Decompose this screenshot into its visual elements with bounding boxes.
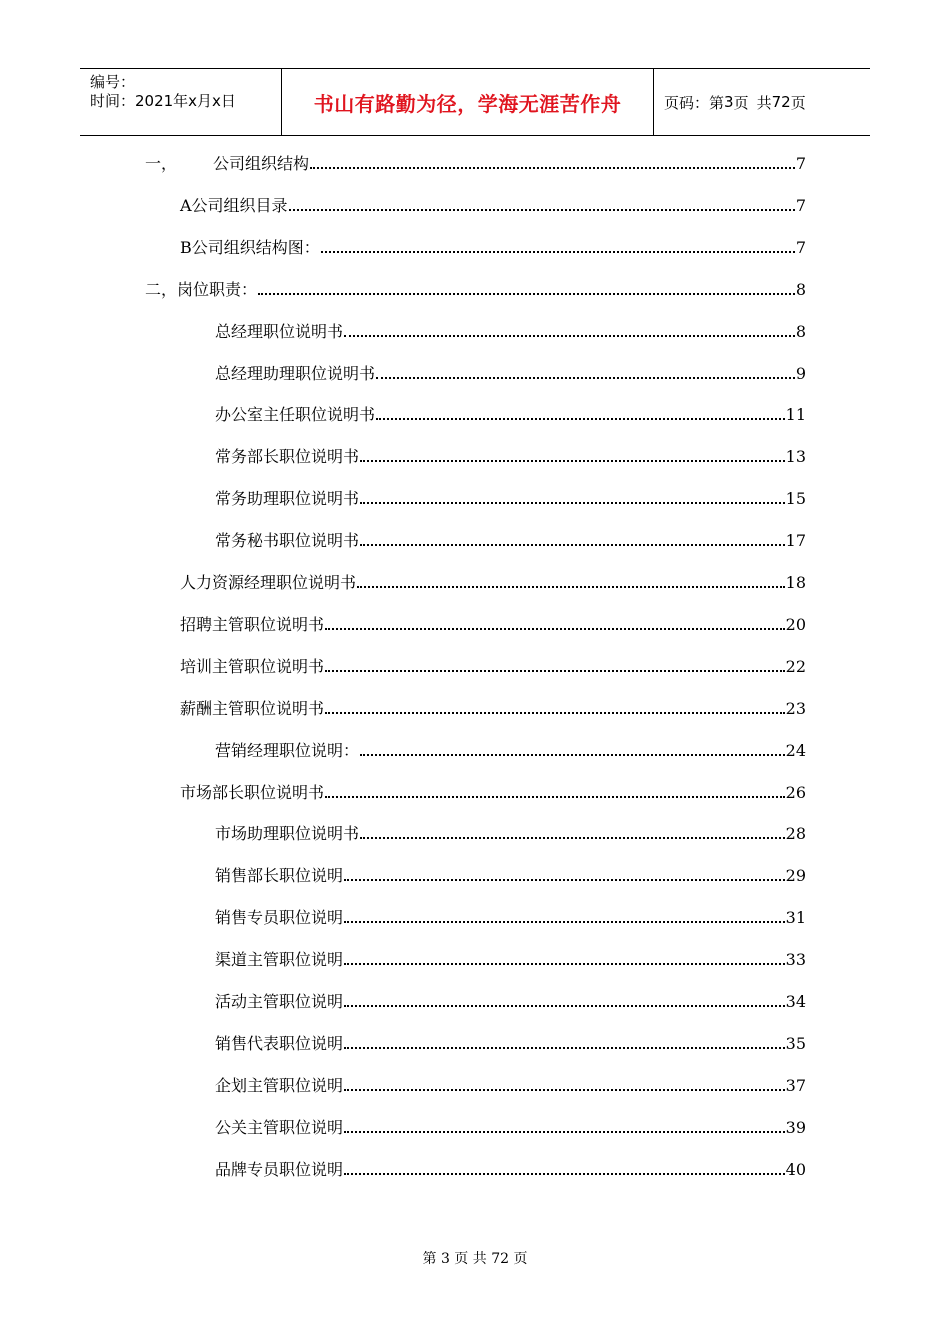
toc-dot-leader (321, 251, 795, 253)
toc-dot-leader (344, 1173, 785, 1175)
toc-dot-leader (360, 544, 785, 546)
toc-entry-title: 营销经理职位说明： (215, 740, 360, 760)
toc-entry-page: 35 (785, 1033, 806, 1053)
toc-entry-page: 39 (785, 1117, 806, 1137)
toc-entry-title: 市场助理职位说明书 (215, 824, 360, 844)
toc-entry-title: 薪酬主管职位说明书 (180, 698, 325, 718)
toc-entry-page: 7 (795, 154, 806, 173)
toc-entry-page: 34 (785, 992, 806, 1011)
toc-entry[interactable] (215, 527, 806, 551)
toc-entry[interactable] (215, 1156, 806, 1180)
toc-entry[interactable] (180, 569, 806, 593)
page-header (80, 68, 870, 136)
toc-entry-title: 常务秘书职位说明书 (215, 531, 360, 551)
toc-entry-label (215, 364, 375, 384)
toc-entry[interactable] (215, 1030, 806, 1054)
toc-entry-page: 18 (785, 573, 806, 592)
toc-entry-page: 28 (785, 824, 806, 844)
toc-entry-label (215, 447, 359, 467)
toc-entry[interactable] (180, 779, 806, 803)
toc-dot-leader (325, 628, 785, 630)
toc-entry-page: 13 (785, 447, 806, 467)
toc-entry-title: 市场部长职位说明书 (180, 782, 325, 802)
toc-entry[interactable] (215, 904, 806, 928)
page-mid: 页 (733, 93, 749, 112)
toc-entry-title: 总经理助理职位说明书 (215, 363, 376, 383)
toc-entry-label (215, 908, 343, 928)
toc-entry-page: 24 (785, 740, 806, 760)
toc-entry-label (215, 866, 343, 886)
toc-entry-title: 企划主管职位说明 (215, 1075, 344, 1095)
toc-dot-leader (357, 586, 785, 588)
toc-entry-label (215, 1076, 343, 1096)
toc-entry-page: 33 (785, 950, 806, 970)
toc-entry-label (215, 1160, 343, 1180)
toc-dot-leader (289, 209, 795, 211)
toc-dot-leader (360, 754, 785, 756)
toc-dot-leader (325, 670, 785, 672)
toc-dot-leader (360, 460, 785, 462)
toc-dot-leader (376, 418, 785, 420)
toc-entry[interactable] (180, 234, 806, 258)
toc-entry-label (215, 824, 359, 844)
toc-entry-page: 20 (785, 614, 806, 634)
page-footer: 第 3 页 共 72 页 (422, 1251, 528, 1267)
toc-entry-label (180, 573, 356, 593)
toc-dot-leader (344, 335, 795, 337)
toc-entry-title: 办公室主任职位说明书 (215, 405, 376, 425)
toc-entry[interactable] (180, 653, 806, 677)
page-current: 3 (724, 93, 734, 111)
toc-entry-page: 7 (795, 195, 806, 215)
toc-entry[interactable] (215, 988, 806, 1012)
toc-entry-label (215, 1118, 343, 1138)
toc-entry-title: 公关主管职位说明 (215, 1117, 344, 1137)
toc-entry-title: 二，岗位职责： (145, 279, 258, 299)
toc-entry[interactable] (180, 695, 806, 719)
toc-entry-label (180, 615, 324, 635)
toc-entry-label (215, 531, 359, 551)
page-prefix: 页码：第 (664, 93, 725, 112)
toc-entry-page: 7 (795, 237, 806, 257)
header-motto: 书山有路勤为径，学海无涯苦作舟 (282, 69, 654, 135)
toc-entry[interactable] (145, 276, 806, 300)
toc-entry-page: 15 (785, 489, 806, 509)
toc-entry-title: 销售部长职位说明 (215, 866, 344, 886)
toc-entry-title: A公司组织目录 (180, 195, 288, 215)
toc-entry-title: 活动主管职位说明 (215, 992, 344, 1011)
toc-entry-title: B公司组织结构图： (180, 237, 320, 257)
toc-entry-label (180, 238, 320, 258)
toc-entry[interactable] (180, 192, 806, 216)
toc-entry-page: 11 (785, 405, 806, 425)
toc-entry[interactable] (215, 318, 806, 342)
toc-dot-leader (344, 963, 785, 965)
toc-entry-label (215, 489, 359, 509)
toc-entry[interactable] (215, 401, 806, 425)
toc-entry-page: 22 (785, 656, 806, 676)
toc-entry[interactable] (215, 862, 806, 886)
page-total-prefix: 共 (756, 93, 772, 112)
toc-entry-title: 公司组织结构 (213, 154, 310, 173)
toc-entry-page: 23 (785, 698, 806, 718)
toc-entry-title: 总经理职位说明书 (215, 321, 344, 341)
toc-dot-leader (325, 712, 785, 714)
toc-dot-leader (258, 293, 795, 295)
toc-entry-label (180, 657, 324, 677)
page-suffix: 页 (790, 93, 806, 112)
page-total: 72 (771, 93, 791, 111)
toc-entry-page: 37 (785, 1075, 806, 1095)
toc-entry-label (215, 405, 375, 425)
header-page-indicator (654, 69, 870, 135)
toc-dot-leader (344, 1131, 785, 1133)
toc-dot-leader (344, 1005, 785, 1007)
toc-entry[interactable] (145, 150, 806, 174)
toc-entry[interactable] (215, 820, 806, 844)
toc-entry-title: 常务部长职位说明书 (215, 447, 360, 467)
toc-entry-page: 17 (785, 531, 806, 551)
toc-entry-title: 销售代表职位说明 (215, 1033, 344, 1053)
toc-dot-leader (360, 502, 785, 504)
toc-dot-leader (344, 921, 785, 923)
toc-entry-page: 8 (795, 279, 806, 299)
toc-entry[interactable] (215, 360, 806, 384)
toc-entry-label (145, 280, 257, 300)
toc-entry-label (180, 699, 324, 719)
toc-entry-title: 渠道主管职位说明 (215, 950, 344, 970)
toc-dot-leader (325, 796, 785, 798)
toc-entry[interactable] (215, 485, 806, 509)
toc-entry-page: 9 (795, 363, 806, 383)
toc-dot-leader (360, 837, 785, 839)
toc-entry-title: 人力资源经理职位说明书 (180, 573, 357, 592)
toc-entry-label (215, 1034, 343, 1054)
toc-entry-label (215, 741, 359, 761)
toc-dot-leader (344, 1089, 785, 1091)
toc-entry-title: 培训主管职位说明书 (180, 656, 325, 676)
toc-entry-label (180, 196, 288, 216)
toc-entry[interactable] (215, 443, 806, 467)
toc-entry[interactable] (215, 946, 806, 970)
toc-entry-title: 常务助理职位说明书 (215, 489, 360, 509)
header-meta (80, 69, 282, 135)
toc-entry-title: 招聘主管职位说明书 (180, 614, 325, 634)
toc-entry-label (215, 950, 343, 970)
toc-entry-title: 销售专员职位说明 (215, 908, 344, 928)
toc-dot-leader (344, 1047, 785, 1049)
toc-entry-page: 31 (785, 908, 806, 928)
toc-entry[interactable] (215, 1114, 806, 1138)
toc-entry-page: 40 (785, 1159, 806, 1179)
toc-dot-leader (344, 879, 785, 881)
toc-entry[interactable] (215, 737, 806, 761)
toc-entry-page: 26 (785, 782, 806, 802)
toc-entry-page: 29 (785, 866, 806, 886)
document-time-label: 时间：2021年x月x日 (90, 92, 236, 110)
toc-dot-leader (376, 377, 795, 379)
toc-entry[interactable] (180, 611, 806, 635)
toc-dot-leader (310, 167, 795, 169)
document-number-label: 编号： (90, 73, 136, 91)
toc-entry-page: 8 (795, 321, 806, 341)
toc-entry-label (180, 783, 324, 803)
toc-entry-number: 一， (145, 154, 178, 173)
toc-entry-title: 品牌专员职位说明 (215, 1159, 344, 1179)
toc-entry[interactable] (215, 1072, 806, 1096)
toc-entry-label (145, 154, 309, 174)
toc-entry-label (215, 322, 343, 342)
toc-entry-label (215, 992, 343, 1012)
